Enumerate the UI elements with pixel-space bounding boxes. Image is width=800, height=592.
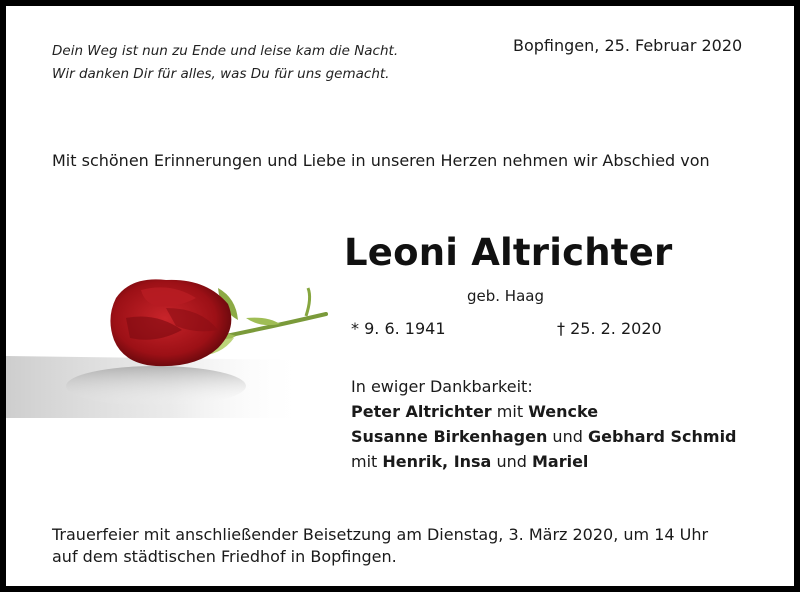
mourner-last-name: Mariel bbox=[531, 452, 589, 471]
ceremony-line-2: auf dem städtischen Friedhof in Bopfingen. bbox=[52, 547, 397, 566]
ceremony-line-1: Trauerfeier mit anschließender Beisetzung am Dienstag, 3. März 2020, um 14 Uhr bbox=[52, 525, 709, 544]
mourners-line-2 bbox=[351, 424, 737, 449]
mourner-partner: Wencke bbox=[528, 402, 599, 421]
poem-line-1: Dein Weg ist nun zu Ende und leise kam die Nacht. bbox=[52, 43, 399, 59]
death-date: † 25. 2. 2020 bbox=[557, 319, 662, 338]
birth-date: * 9. 6. 1941 bbox=[351, 319, 446, 338]
poem bbox=[52, 40, 398, 86]
mourners-intro: In ewiger Dankbarkeit: bbox=[351, 377, 533, 396]
poem-line-2: Wir danken Dir für alles, was Du für uns gemacht. bbox=[52, 66, 390, 82]
mourners-line-1 bbox=[351, 399, 737, 424]
rose-image bbox=[6, 268, 346, 418]
mourner-partner: Gebhard Schmid bbox=[587, 427, 737, 446]
mourners-block bbox=[351, 374, 737, 474]
mourner-prefix: mit bbox=[351, 452, 383, 471]
deceased-name: Leoni Altrichter bbox=[344, 231, 673, 274]
birth-name: geb. Haag bbox=[467, 287, 544, 305]
mourner-name: Susanne Birkenhagen bbox=[351, 427, 548, 446]
mourner-joiner: und bbox=[491, 452, 532, 471]
mourner-joiner: mit bbox=[491, 402, 529, 421]
intro-text: Mit schönen Erinnerungen und Liebe in unseren Herzen nehmen wir Abschied von bbox=[52, 151, 710, 170]
place-date: Bopfingen, 25. Februar 2020 bbox=[513, 36, 743, 55]
mourner-joiner: und bbox=[547, 427, 588, 446]
mourner-names: Henrik, Insa bbox=[382, 452, 492, 471]
ceremony-info bbox=[52, 524, 708, 568]
mourners-line-3 bbox=[351, 449, 737, 474]
mourner-name: Peter Altrichter bbox=[351, 402, 492, 421]
